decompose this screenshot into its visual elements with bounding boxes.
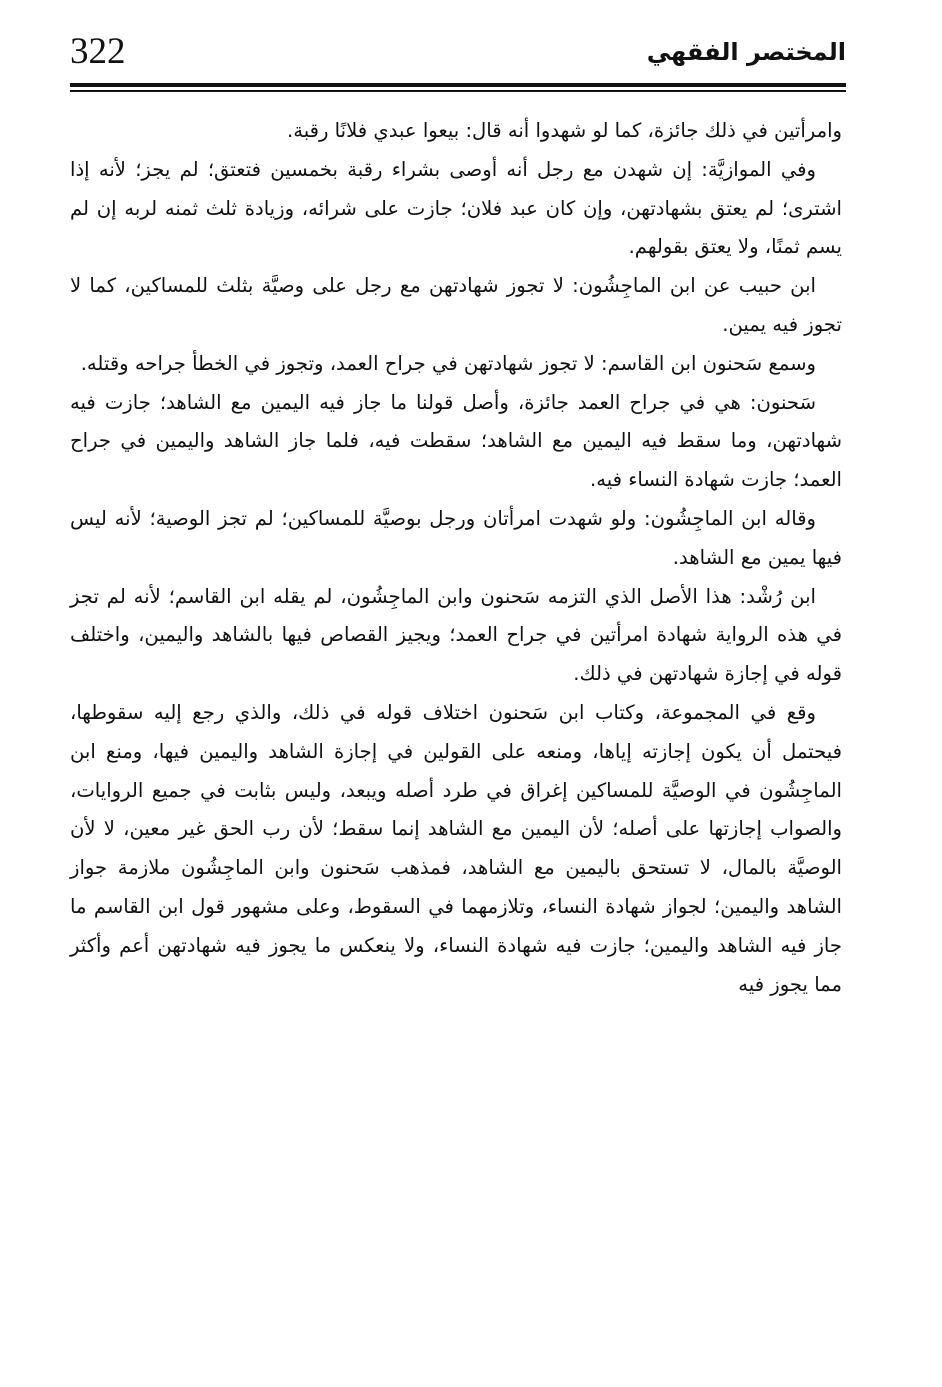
- page-header: [70, 30, 846, 80]
- page-number: 322: [70, 31, 126, 72]
- paragraph: وامرأتين في ذلك جائزة، كما لو شهدوا أنه قال: بيعوا عبدي فلانًا رقبة.: [286, 119, 842, 142]
- paragraph: وسمع سَحنون ابن القاسم: لا تجوز شهادتهن في جراح العمد، وتجوز في الخطأ جراحه وقتله.: [80, 351, 816, 375]
- paragraph: وقع في المجموعة، وكتاب ابن سَحنون اختلاف قوله في ذلك، والذي رجع إليه سقوطها، فيحتمل أن يكون إجازته إياها، ومنعه على القولين في إجازة الشاهد واليمين فيها، ومنع ابن الماجِشُون في الوصيَّة للمساكين إغراق في طرد أصله ويبعد، وليس بثابت في جميع الروايات، والصواب إجازتها على أصله؛ لأن اليمين مع الشاهد إنما سقط؛ لأن رب الحق غير معين، لا لأن الوصيَّة بالمال، لا تستحق باليمين مع الشاهد، فمذهب سَحنون وابن الماجِشُون ملازمة جواز الشاهد واليمين؛ لجواز شهادة النساء، وتلازمهما في السقوط، وعلى مشهور قول ابن القاسم ما جاز فيه الشاهد واليمين؛ جازت فيه شهادة النساء، ولا ينعكس ما يجوز فيه شهادتهن أعم وأكثر مما يجوز فيه: [70, 700, 842, 996]
- header-rule-thin: [70, 90, 846, 92]
- paragraph: وفي الموازيَّة: إن شهدن مع رجل أنه أوصى بشراء رقبة بخمسين فتعتق؛ لم يجز؛ لأنه إذا اشترى؛ لم يعتق بشهادتهن، وإن كان عبد فلان؛ جازت على شرائه، وزيادة ثلث ثمنه لربه إن لم يسم ثمنًا، ولا يعتق بقولهم.: [70, 157, 842, 259]
- paragraph: سَحنون: هي في جراح العمد جائزة، وأصل قولنا ما جاز فيه اليمين مع الشاهد؛ جازت فيه شهادتهن، وما سقط فيه اليمين مع الشاهد؛ سقطت فيه، فلما جاز الشاهد واليمين في جراح العمد؛ جازت شهادة النساء فيه.: [70, 390, 842, 492]
- book-title: المختصر الفقهي: [646, 38, 846, 66]
- paragraph: ابن حبيب عن ابن الماجِشُون: لا تجوز شهادتهن مع رجل على وصيَّة بثلث للمساكين، كما لا تجوز فيه يمين.: [70, 274, 842, 336]
- page-body: [70, 112, 842, 1004]
- header-rule-thick: [70, 83, 846, 87]
- paragraph: وقاله ابن الماجِشُون: ولو شهدت امرأتان ورجل بوصيَّة للمساكين؛ لم تجز الوصية؛ لأنه ليس فيها يمين مع الشاهد.: [70, 506, 842, 569]
- paragraph: ابن رُشْد: هذا الأصل الذي التزمه سَحنون وابن الماجِشُون، لم يقله ابن القاسم؛ لأنه لم تجز في هذه الرواية شهادة امرأتين في جراح العمد؛ ويجيز القصاص فيها بالشاهد واليمين، واختلف قوله في إجازة شهادتهن في ذلك.: [70, 584, 842, 686]
